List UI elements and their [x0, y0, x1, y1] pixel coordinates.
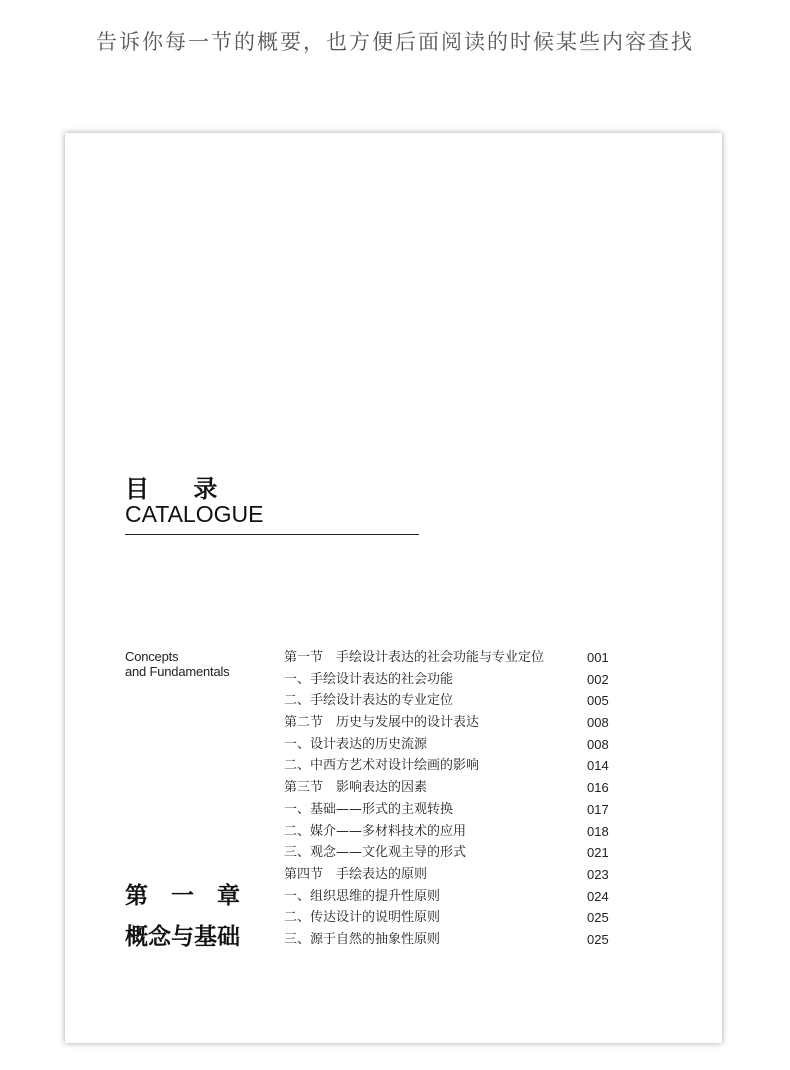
toc-entry[interactable] — [284, 864, 614, 886]
toc-entry-page: 001 — [587, 650, 609, 665]
toc-entry-label: 二、传达设计的说明性原则 — [284, 910, 441, 926]
toc-entry-label: 一、基础——形式的主观转换 — [284, 801, 454, 817]
toc-entry[interactable] — [284, 842, 614, 864]
title-divider — [125, 534, 419, 535]
toc-entry-page: 025 — [587, 931, 609, 947]
toc-entry-label: 一、组织思维的提升性原则 — [284, 888, 441, 904]
document-page — [65, 133, 722, 1043]
toc-subtitle: CATALOGUE — [125, 501, 264, 527]
toc-entry-page: 021 — [587, 845, 609, 861]
toc-entry[interactable] — [284, 690, 614, 712]
toc-entry-label: 二、中西方艺术对设计绘画的影响 — [284, 758, 480, 774]
toc-entry-page: 024 — [587, 888, 609, 904]
toc-entry[interactable] — [284, 821, 614, 843]
toc-entry-page: 017 — [587, 801, 609, 817]
toc-entry-label: 第四节 手绘表达的原则 — [284, 866, 428, 882]
page-caption: 告诉你每一节的概要，也方便后面阅读的时候某些内容查找 — [96, 30, 694, 54]
toc-entry-page: 005 — [587, 693, 609, 709]
toc-entry[interactable] — [284, 669, 614, 691]
toc-entry[interactable] — [284, 647, 614, 669]
chapter-english-title — [125, 649, 229, 679]
toc-entry-page: 025 — [587, 910, 609, 926]
chapter-english-line-2: and Fundamentals — [125, 664, 230, 679]
toc-entry-page: 023 — [587, 866, 609, 882]
chapter-number: 第 一 章 — [125, 883, 240, 909]
toc-entry[interactable] — [284, 755, 614, 777]
toc-entry-label: 第二节 历史与发展中的设计表达 — [284, 715, 480, 731]
toc-entry-list — [284, 647, 614, 951]
toc-entry-label: 一、手绘设计表达的社会功能 — [284, 671, 454, 687]
toc-entry[interactable] — [284, 907, 614, 929]
toc-entry-label: 三、观念——文化观主导的形式 — [284, 845, 467, 861]
toc-entry[interactable] — [284, 734, 614, 756]
toc-entry-page: 014 — [587, 758, 609, 774]
toc-entry-page: 008 — [587, 736, 609, 752]
toc-entry-page: 016 — [587, 780, 609, 796]
toc-entry[interactable] — [284, 777, 614, 799]
toc-entry-label: 二、手绘设计表达的专业定位 — [284, 693, 454, 709]
toc-entry-page: 002 — [587, 671, 609, 687]
chapter-name: 概念与基础 — [125, 924, 240, 950]
toc-entry-label: 第三节 影响表达的因素 — [284, 780, 428, 796]
toc-entry[interactable] — [284, 712, 614, 734]
toc-entry-label: 一、设计表达的历史流源 — [284, 736, 428, 752]
toc-entry[interactable] — [284, 799, 614, 821]
chapter-english-line-1: Concepts — [125, 649, 179, 664]
toc-entry-label: 三、源于自然的抽象性原则 — [284, 931, 441, 947]
toc-entry-label: 二、媒介——多材料技术的应用 — [284, 823, 467, 839]
toc-entry-page: 018 — [587, 823, 609, 839]
toc-entry-label: 第一节 手绘设计表达的社会功能与专业定位 — [284, 650, 545, 665]
toc-entry[interactable] — [284, 886, 614, 908]
toc-entry[interactable] — [284, 929, 614, 951]
toc-entry-page: 008 — [587, 715, 609, 731]
toc-title: 目 录 — [125, 475, 236, 503]
